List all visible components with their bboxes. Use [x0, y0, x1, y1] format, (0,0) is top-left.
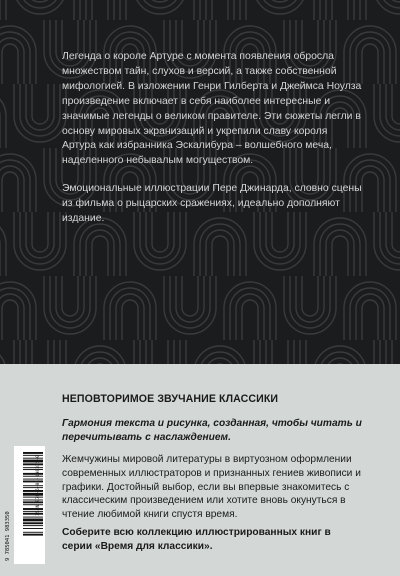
pattern-arc — [374, 212, 400, 270]
pattern-arc — [14, 340, 66, 364]
pattern-arc — [332, 236, 348, 276]
pattern-arc — [134, 340, 186, 364]
pattern-arc — [164, 276, 216, 334]
pattern-arc — [266, 0, 294, 2]
pattern-arc — [212, 0, 228, 20]
pattern-arc — [296, 276, 324, 322]
barcode-bar — [23, 532, 43, 533]
pattern-arc — [0, 90, 6, 148]
pattern-arc — [176, 276, 204, 322]
barcode-bar — [23, 534, 43, 536]
pattern-arc — [380, 84, 400, 136]
pattern-arc — [32, 340, 48, 364]
pattern-arc — [56, 276, 84, 322]
pattern-arc — [386, 340, 400, 364]
pattern-arc — [314, 346, 366, 364]
pattern-arc — [344, 282, 396, 340]
pattern-arc — [0, 346, 6, 364]
pattern-arc — [362, 300, 378, 340]
pattern-arc — [146, 0, 174, 2]
pattern-arc — [236, 294, 264, 340]
pattern-arc — [212, 236, 228, 276]
pattern-arc — [182, 276, 198, 316]
pattern-arc — [86, 0, 114, 20]
pattern-arc — [392, 212, 400, 252]
pattern-arc — [92, 0, 108, 20]
annotation-text — [62, 50, 362, 240]
pattern-arc — [74, 0, 126, 20]
pattern-arc — [44, 276, 96, 334]
pattern-arc — [2, 172, 18, 212]
barcode-bar — [23, 525, 43, 526]
pattern-arc — [356, 294, 384, 340]
pattern-arc — [140, 0, 180, 8]
pattern-arc — [14, 212, 66, 270]
pattern-arc — [194, 346, 246, 364]
pattern-arc — [152, 340, 168, 364]
annotation-paragraph-1: Легенда о короле Артуре с момента появления обросла множеством тайн, слухов и версий, а также собственной мифологией. В изложении Генри Гилберта и Джеймса Ноулза произведение включает в себя наиболее интересные и значимые легенды о великом правителе. Эти сюжеты легли в основу мировых экранизаций и укрепили славу короля Артура как избранника Эскалибура – волшебного меча, наделенного небывалым могуществом. — [62, 51, 362, 167]
pattern-arc — [2, 300, 18, 340]
pattern-arc — [386, 0, 400, 2]
pattern-arc — [260, 0, 300, 8]
pattern-arc — [380, 340, 400, 364]
barcode-bar — [23, 528, 43, 529]
pattern-arc — [302, 276, 318, 316]
collection-callout: Соберите всю коллекцию иллюстрированных книг в серии «Время для классики». — [62, 527, 331, 552]
pattern-arc — [314, 0, 366, 20]
pattern-arc — [380, 212, 400, 264]
pattern-arc — [26, 340, 54, 364]
barcode-digits: 9 785041 983350 — [5, 511, 11, 561]
pattern-arc — [392, 84, 400, 124]
pattern-arc — [392, 340, 400, 364]
pattern-arc — [326, 0, 354, 20]
pattern-arc — [32, 84, 48, 124]
pattern-arc — [362, 172, 378, 212]
barcode-bar — [23, 452, 43, 454]
annotation-paragraph-2: Эмоциональные иллюстрации Пере Джинарда, словно сцены из фильма о рыцарских сражениях, идеально дополняют издание. — [62, 183, 362, 225]
barcode-bar — [23, 519, 43, 522]
pattern-arc — [242, 300, 258, 340]
barcode-bar — [23, 522, 43, 524]
pattern-arc — [206, 0, 234, 20]
pattern-arc — [122, 300, 138, 340]
pattern-arc — [92, 236, 108, 276]
pattern-arc — [374, 84, 400, 142]
pattern-arc — [74, 346, 126, 364]
pattern-arc — [0, 0, 6, 20]
pattern-arc — [104, 282, 156, 340]
pattern-arc — [284, 276, 336, 334]
pattern-arc — [2, 44, 18, 84]
pattern-arc — [272, 340, 288, 364]
series-heading: НЕПОВТОРИМОЕ ЗВУЧАНИЕ КЛАССИКИ — [62, 393, 279, 405]
pattern-arc — [362, 44, 378, 84]
isbn-text: ISBN 978-5-04-198335-0 — [36, 455, 41, 516]
pattern-arc — [146, 340, 174, 364]
pattern-arc — [194, 0, 246, 20]
series-description: Жемчужины мировой литературы в виртуозном оформлении современных иллюстраторов и признанных гениев живописи и графики. Достойный выбор, если вы впервые знакомитесь с классическим произведением или хотите вновь окунуться в чтение любимой книги спустя время. — [62, 454, 361, 521]
pattern-arc — [374, 340, 400, 364]
pattern-arc — [20, 0, 60, 8]
pattern-arc — [224, 282, 276, 340]
pattern-arc — [32, 212, 48, 252]
pattern-arc — [116, 294, 144, 340]
series-slogan: Гармония текста и рисунка, созданная, чтобы читать и перечитывать с наслаждением. — [62, 418, 362, 443]
pattern-arc — [254, 340, 306, 364]
pattern-arc — [26, 212, 54, 258]
pattern-arc — [332, 0, 348, 20]
pattern-arc — [62, 276, 78, 316]
pattern-arc — [0, 218, 6, 276]
pattern-arc — [26, 0, 54, 2]
pattern-arc — [26, 84, 54, 130]
barcode-bar — [23, 517, 43, 518]
pattern-arc — [14, 84, 66, 142]
pattern-arc — [266, 340, 294, 364]
